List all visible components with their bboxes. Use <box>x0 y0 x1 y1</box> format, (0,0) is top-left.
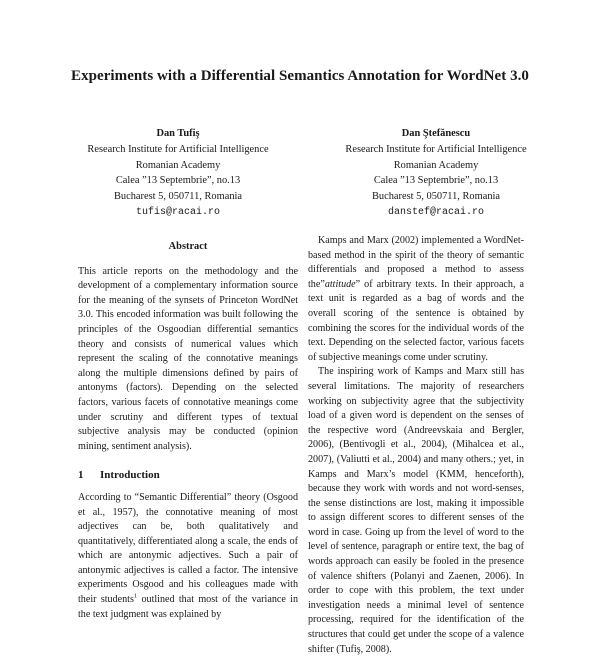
introduction-paragraph <box>78 491 298 622</box>
body-paragraph-1 <box>308 234 524 365</box>
body-paragraph-2: The inspiring work of Kamps and Marx still has several limitations. The majority of researchers working on subjectivity agree that the subjectivity load of a given word is dependent on the senses of the respective word (Andreevskaia and Bergler, 2006), (Bentivogli et al., 2004), (Mihalcea et al., 2007), (Valiutti et al., 2004) and many others.; yet, in Kamps and Marx’s model (KMM, henceforth), because they work with words and not word-senses, the sense distinctions are lost, making it impossible to assign different scores to different senses of the word in case. Going up from the level of word to the level of sentence, paragraph or entire text, the bag of words approach can easily be fooled in the presence of valence shifters (Polanyi and Zaenen, 2006). In order to cope with this problem, the text under investigation needs a minimal level of sentence processing, required for the identification of the structures that could get under the scope of a valence shifter (Tufiş, 2008). <box>308 366 524 655</box>
abstract-text: This article reports on the methodology and the development of a complementary information source for the meaning of the synsets of Princeton WordNet 3.0. This encoded information was built following the principles of the Osgoodian differential semantics theory and consists of numerical values which represent the scaling of the connotative meanings along the multiple dimensions defined by pairs of antonyms (factors). Depending on the selected factors, various facets of connotative meanings come under scrutiny and different types of textual subjective analysis may be conducted (opinion mining, sentiment analysis). <box>78 265 298 452</box>
author-email: tufis@racai.ro <box>135 206 220 218</box>
author-block-2 <box>306 126 566 221</box>
author-street: Calea ”13 Septembrie”, no.13 <box>115 175 241 187</box>
section-title: Introduction <box>100 469 160 482</box>
intro-text-part-2: outlined that most of the variance in the text judgment was explained by <box>78 594 298 620</box>
abstract-heading: Abstract <box>168 241 208 252</box>
paper-title: Experiments with a Differential Semantics Annotation for WordNet 3.0 <box>71 68 529 84</box>
author-email: danstef@racai.ro <box>387 206 484 218</box>
author-name: Dan Tufiş <box>156 128 200 139</box>
author-block-1 <box>48 126 308 221</box>
author-affiliation: Research Institute for Artificial Intelligence <box>87 143 269 155</box>
left-column <box>78 240 298 622</box>
para1-text-part-1: Kamps and Marx (2002) implemented a WordNet-based method in the spirit of the theory of semantic differentials and proposed a method to assess the” <box>308 235 524 290</box>
author-affiliation: Research Institute for Artificial Intelligence <box>345 143 527 155</box>
section-number: 1 <box>78 469 84 482</box>
author-city: Bucharest 5, 050711, Romania <box>113 191 243 203</box>
para1-text-part-2: ” of arbitrary texts. In their approach, a text unit is regarded as a bag of words and the overall scoring of the sentence is obtained by combining the scores for the individual words of the text. Depending on the selected factor, various facets of subjective meanings come under scrutiny. <box>308 278 524 363</box>
para1-emphasis: attitude <box>324 278 356 290</box>
author-academy: Romanian Academy <box>393 159 479 171</box>
author-street: Calea ”13 Septembrie”, no.13 <box>373 175 499 187</box>
right-column <box>308 234 524 657</box>
author-academy: Romanian Academy <box>135 159 221 171</box>
author-city: Bucharest 5, 050711, Romania <box>371 191 501 203</box>
footnote-mark: 1 <box>133 592 138 600</box>
intro-text-part-1: According to “Semantic Differential” theory (Osgood et al., 1957), the connotative meaning of most adjectives can be, both qualitatively and quantitatively, differentiated along a scale, the ends of which are antonymic adjectives. Such a pair of antonymic adjectives is called a factor. The intensive experiments Osgood and his colleagues made with their students <box>78 491 298 606</box>
section-heading <box>78 468 298 483</box>
author-name: Dan Ştefănescu <box>401 128 471 139</box>
